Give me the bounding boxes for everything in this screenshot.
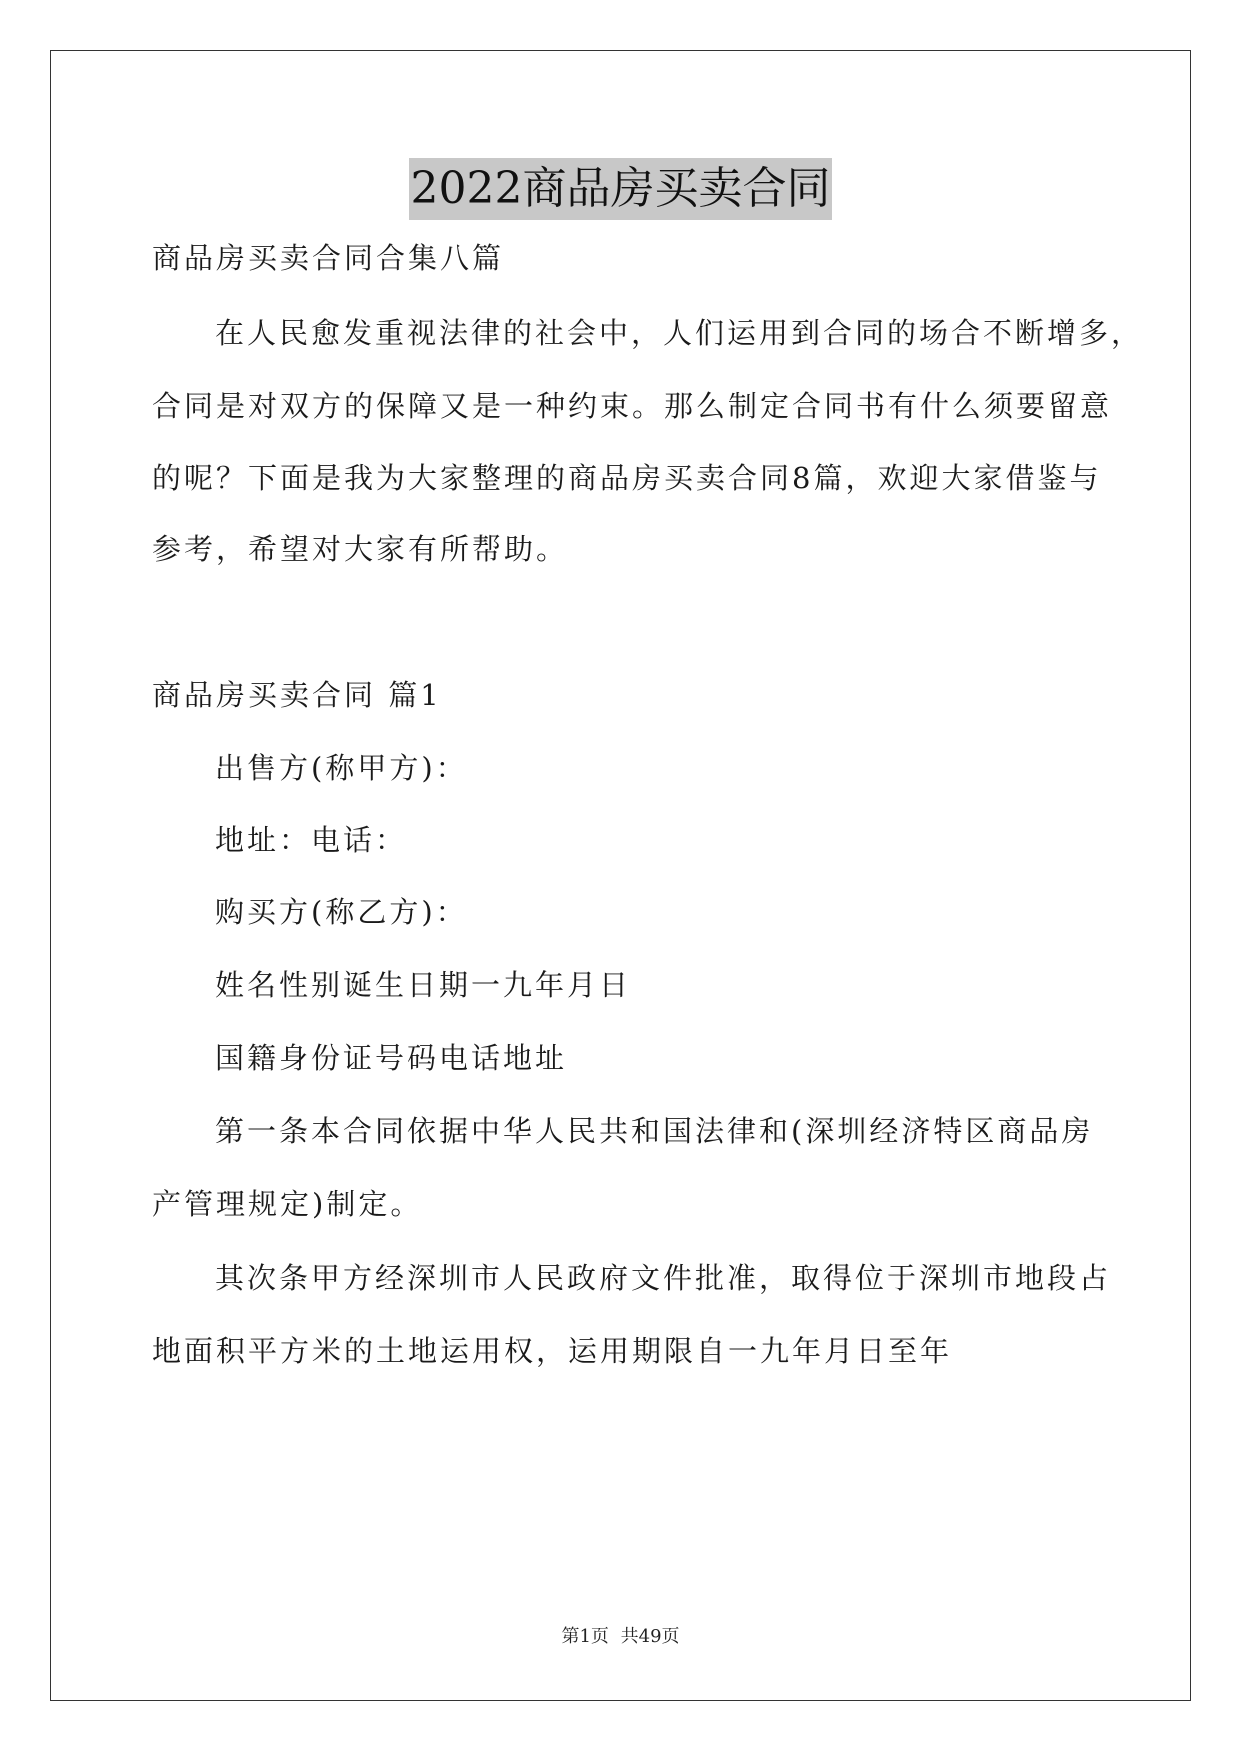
section-heading: 商品房买卖合同 篇1 (152, 678, 442, 712)
paragraph-line: 第一条本合同依据中华人民共和国法律和(深圳经济特区商品房 (215, 1114, 1094, 1148)
paragraph-line: 地面积平方米的土地运用权，运用期限自一九年月日至年 (152, 1334, 953, 1368)
paragraph-line: 出售方(称甲方)： (215, 751, 468, 785)
paragraph-line: 姓名性别诞生日期一九年月日 (215, 968, 632, 1002)
paragraph-line: 其次条甲方经深圳市人民政府文件批准，取得位于深圳市地段占 (215, 1261, 1112, 1295)
document-title: 2022商品房买卖合同 (409, 158, 833, 220)
page-number: 第1页 (561, 1626, 609, 1647)
paragraph-line: 的呢？下面是我为大家整理的商品房买卖合同8篇，欢迎大家借鉴与 (152, 461, 1102, 495)
page-footer (0, 1625, 1241, 1649)
title-container (0, 158, 1241, 220)
paragraph-line: 产管理规定)制定。 (152, 1187, 423, 1221)
document-subtitle: 商品房买卖合同合集八篇 (152, 241, 505, 275)
paragraph-line: 合同是对双方的保障又是一种约束。那么制定合同书有什么须要留意 (152, 389, 1113, 423)
paragraph-line: 地址：电话： (215, 823, 408, 857)
page-total: 共49页 (620, 1626, 680, 1647)
paragraph-line: 购买方(称乙方)： (215, 895, 468, 929)
page-border (50, 50, 1191, 1701)
paragraph-line: 在人民愈发重视法律的社会中，人们运用到合同的场合不断增多， (215, 316, 1144, 350)
paragraph-line: 国籍身份证号码电话地址 (215, 1041, 568, 1075)
paragraph-line: 参考，希望对大家有所帮助。 (152, 532, 569, 566)
